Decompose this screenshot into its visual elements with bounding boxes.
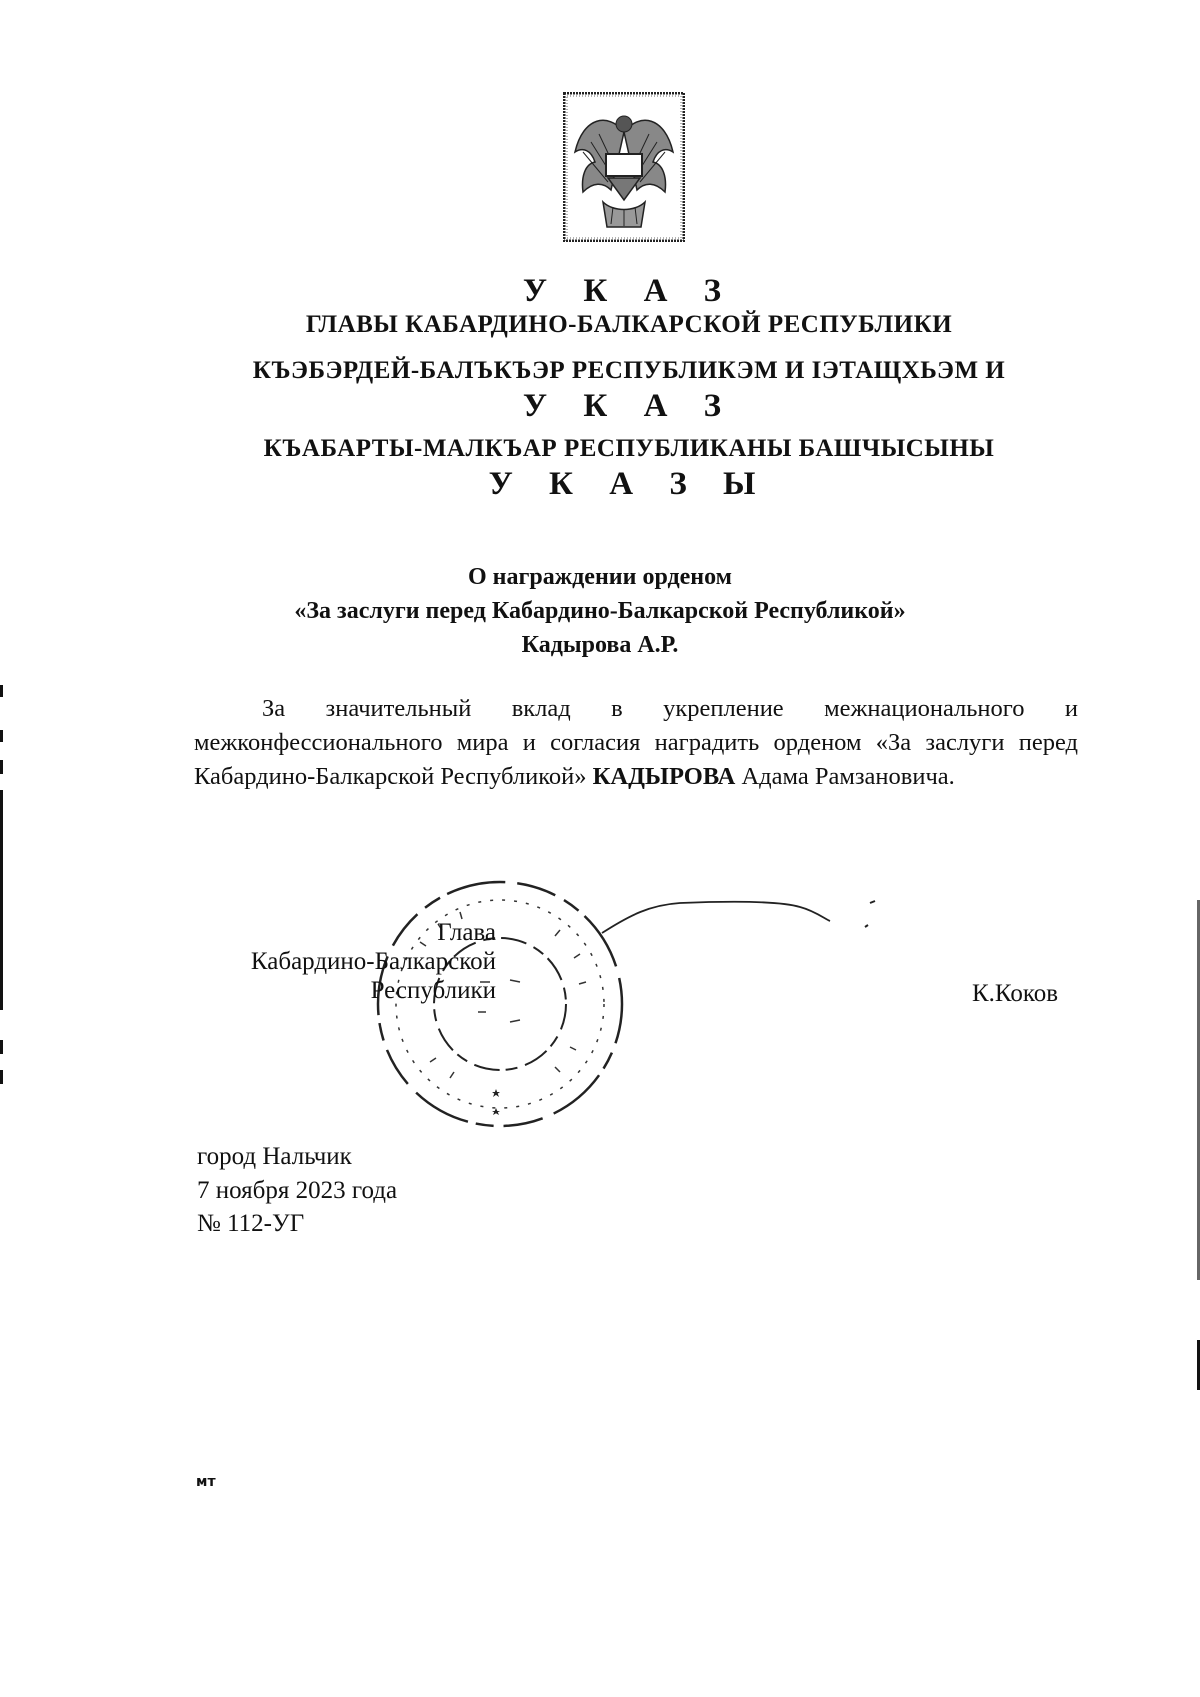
header-line-russian: ГЛАВЫ КАБАРДИНО-БАЛКАРСКОЙ РЕСПУБЛИКИ [305, 311, 953, 338]
scan-edge-mark [0, 685, 3, 697]
scan-edge-mark [0, 1070, 3, 1084]
issue-city: город Нальчик [197, 1143, 352, 1170]
body-text-after: Адама Рамзановича. [741, 763, 955, 790]
typist-initials: мт [196, 1474, 216, 1490]
issue-date: 7 ноября 2023 года [197, 1177, 398, 1204]
signatory-title [196, 918, 496, 1005]
scan-edge-mark [0, 760, 3, 774]
subject-line-1: О награждении орденом [468, 564, 732, 590]
signatory-title-line-1: Глава [437, 919, 496, 946]
signatory-name: К.Коков [972, 980, 1059, 1007]
scan-edge-mark [0, 730, 3, 742]
body-text-before: За значительный вклад в укрепление межнационального и межконфессионального мира и согласия наградить орденом «За заслуги перед Кабардино-Балкарской Республикой» [194, 695, 1078, 790]
header-line-balkar: КЪАБАРТЫ-МАЛКЪАР РЕСПУБЛИКАНЫ БАШЧЫСЫНЫ [263, 435, 995, 462]
subject-line-3: Кадырова А.Р. [521, 632, 679, 658]
scan-edge-mark [0, 1040, 3, 1054]
decree-body-paragraph [194, 692, 1078, 794]
coat-of-arms-emblem [563, 92, 685, 242]
subject-line-2: «За заслуги перед Кабардино-Балкарской Республикой» [294, 598, 906, 624]
signatory-title-line-2: Кабардино-Балкарской [250, 948, 496, 975]
scan-edge-mark [0, 790, 3, 1010]
decree-number: № 112-УГ [197, 1210, 305, 1237]
signatory-title-line-3: Республики [370, 977, 496, 1004]
header-line-kabardian: КЪЭБЭРДЕЙ-БАЛЪКЪЭР РЕСПУБЛИКЭМ И ІЭТАЩХЬЭМ И [252, 357, 1006, 384]
handwritten-signature [600, 895, 930, 935]
awardee-surname: КАДЫРОВА [592, 763, 736, 790]
decree-title-kabardian: У К А З [522, 388, 736, 424]
decree-title-russian: У К А З [522, 273, 736, 309]
decree-title-balkar: У К А З Ы [488, 466, 770, 502]
